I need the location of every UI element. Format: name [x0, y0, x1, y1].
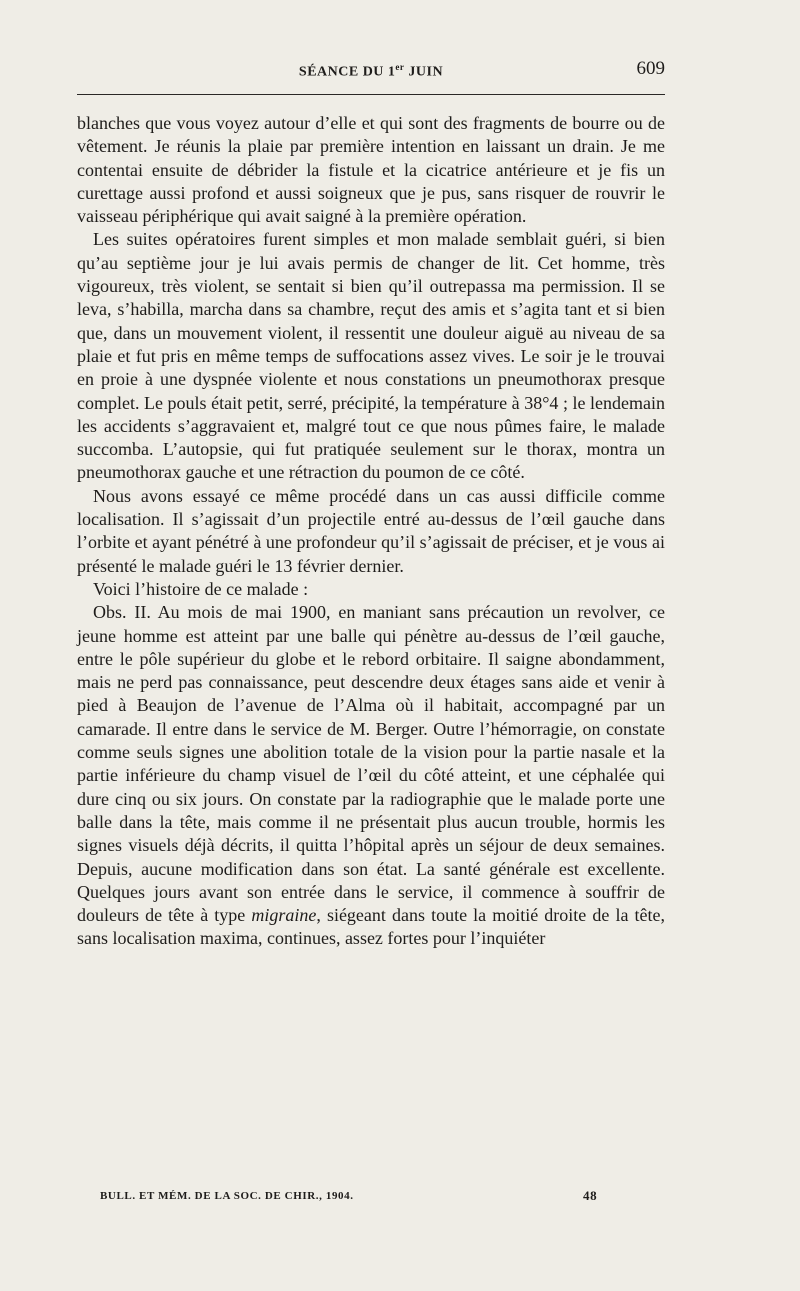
- paragraph-4: Voici l’histoire de ce malade :: [93, 578, 309, 599]
- header-title-month: JUIN: [404, 64, 444, 80]
- header-rule: [77, 94, 665, 95]
- paragraph-5-end: , siégeant dans toute la moitié droite de la tête, sans localisation maxima, continues, assez fortes pour l’inquiéter: [77, 905, 665, 949]
- header-title: [77, 62, 665, 81]
- paragraph-1: blanches que vous voyez autour d’elle et qui sont des fragments de bourre ou de vêtement. Je réunis la plaie par première intention en laissant un drain. Je me contentai ensuite de débrider la fistule et la cicatrice antérieure et je fis un curettage aussi profond et aussi soigneux que je pus, sans risquer de rouvrir le vaisseau périphérique qui avait saigné à la première opération.: [77, 113, 665, 227]
- paragraph-5-emphasis: migraine: [251, 905, 317, 926]
- header-title-main: SÉANCE DU 1: [298, 64, 396, 80]
- paragraph-3: Nous avons essayé ce même procédé dans un cas aussi difficile comme localisation. Il s’agissait d’un projectile entré au-dessus de l’œil gauche dans l’orbite et ayant pénétré à une profondeur qu’il s’agissait de préciser, et je vous ai présenté le malade guéri le 13 février dernier.: [77, 485, 665, 576]
- body-text: [77, 112, 665, 951]
- running-header: [77, 58, 665, 84]
- paragraph-5-start: Obs. II. Au mois de mai 1900, en maniant sans précaution un revolver, ce jeune homme est atteint par une balle qui pénètre au-dessus de l’œil gauche, entre le pôle supérieur du globe et le rebord orbitaire. Il saigne abondamment, mais ne perd pas connaissance, peut descendre deux étages sans aide et venir à pied à Beaujon de l’avenue de l’Alma où il habitait, accompagné par un camarade. Il entre dans le service de M. Berger. Outre l’hémorragie, on constate comme seuls signes une abolition totale de la vision pour la partie nasale et la partie inférieure du champ visuel de l’œil du côté atteint, et une céphalée qui dure cinq ou six jours. On constate par la radiographie que le malade porte une balle dans la tête, mais comme il ne présentait plus aucun trouble, hormis les signes visuels déjà décrits, il quitta l’hôpital après un séjour de deux semaines. Depuis, aucune modification dans son état. La santé générale est excellente. Quelques jours avant son entrée dans le service, il commence à souffrir de douleurs de tête à type: [77, 602, 665, 926]
- header-title-sup: er: [395, 62, 405, 72]
- page-footer: [100, 1188, 600, 1208]
- footer-citation: BULL. ET MÉM. DE LA SOC. DE CHIR., 1904.: [100, 1190, 354, 1202]
- signature-mark: 48: [583, 1188, 598, 1203]
- page-number: 609: [636, 58, 665, 79]
- paragraph-2: Les suites opératoires furent simples et mon malade semblait guéri, si bien qu’au septième jour je lui avais permis de changer de lit. Cet homme, très vigoureux, très violent, se sentait si bien qu’il outrepassa ma permission. Il se leva, s’habilla, marcha dans sa chambre, reçut des amis et s’agita tant et si bien que, dans un mouvement violent, il ressentit une douleur aiguë au niveau de sa plaie et fut pris en même temps de suffocations assez vives. Le soir je le trouvai en proie à une dyspnée violente et nous constations un pneumothorax presque complet. Le pouls était petit, serré, précipité, la température à 38°4 ; le lendemain les accidents s’aggravaient et, malgré tout ce que nous pûmes faire, le malade succomba. L’autopsie, qui fut pratiquée seulement sur le thorax, montra un pneumothorax gauche et une rétraction du poumon de ce côté.: [77, 229, 665, 483]
- paragraph-5: [77, 601, 665, 950]
